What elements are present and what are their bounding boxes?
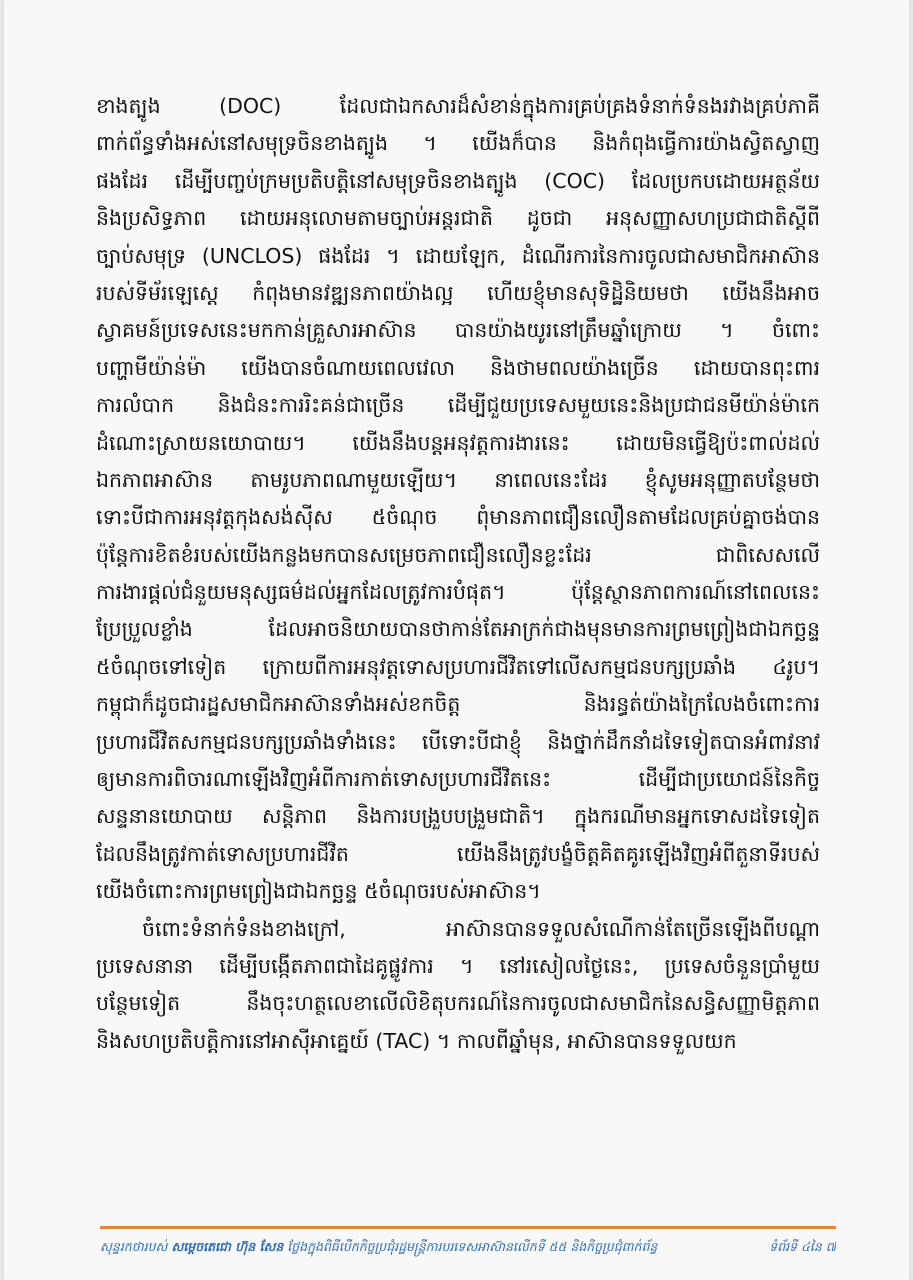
- text-line: ប៉ុន្តែការខិតខំរបស់យើងកន្លងមកបានសម្រេចភាពជឿនលឿនខ្លះដែរ ជាពិសេសលើ: [96, 542, 820, 567]
- text-line: ៥ចំណុចទៅទៀត ក្រោយពីការអនុវត្តទោសប្រហារជីវិតទៅលើសកម្មជនបក្សប្រឆាំង ៤រូប។: [96, 654, 820, 679]
- text-line: កម្ពុជាក៏ដូចជារដ្ឋសមាជិកអាស៊ានទាំងអស់ខកចិត្ត និងរន្ធត់យ៉ាងក្រៃលែងចំពោះការ: [96, 692, 820, 717]
- text-line: បន្ថែមទៀត នឹងចុះហត្ថលេខាលើលិខិតុបករណ៍នៃការចូលជាសមាជិកនៃសន្ធិសញ្ញាមិត្តភាព: [96, 991, 820, 1016]
- text-line: និងសហប្រតិបត្តិការនៅអាស៊ីអាគ្នេយ៍ (TAC) ។ កាលពីឆ្នាំមុន, អាស៊ានបានទទួលយក: [96, 1028, 737, 1053]
- text-line: ទោះបីជាការអនុវត្តកុងសង់ស៊ីស ៥ចំណុច ពុំមានភាពជឿនលឿនតាមដែលគ្រប់គ្នាចង់បាន: [96, 505, 820, 530]
- text-line: ស្វាគមន៍ប្រទេសនេះមកកាន់គ្រួសារអាស៊ាន បានយ៉ាងយូរនៅត្រឹមឆ្នាំក្រោយ ។ ចំពោះ: [96, 318, 820, 343]
- footer-caption-prefix: សុន្ទរកថារបស់: [100, 1238, 168, 1254]
- text-line: របស់ទីម័រឡេស្តេ កំពុងមានវឌ្ឍនភាពយ៉ាងល្អ ហើយខ្ញុំមានសុទិដ្ឋិនិយមថា យើងនឹងអាច: [96, 280, 820, 305]
- text-line: ដែលនឹងត្រូវកាត់ទោសប្រហារជីវិត យើងនឹងត្រូវបង្ខំចិត្តគិតគូរឡើងវិញអំពីតួនាទីរបស់: [96, 841, 820, 866]
- document-body: [96, 88, 820, 1060]
- document-page: [4, 0, 909, 1280]
- text-line: ផងដែរ ដើម្បីបញ្ចប់ក្រមប្រតិបត្តិនៅសមុទ្រចិនខាងត្បូង (COC) ដែលប្រកបដោយអត្ថន័យ: [96, 168, 820, 193]
- footer-divider: [100, 1226, 836, 1229]
- paragraph: [96, 88, 820, 911]
- text-line: ដំណោះស្រាយនយោបាយ។ យើងនឹងបន្តអនុវត្តការងារនេះ ដោយមិនធ្វើឱ្យប៉ះពាល់ដល់: [96, 430, 820, 455]
- text-line: និងប្រសិទ្ធភាព ដោយអនុលោមតាមច្បាប់អន្តរជាតិ ដូចជា អនុសញ្ញាសហប្រជាជាតិស្តីពី: [96, 206, 820, 231]
- text-line: ការងារផ្តល់ជំនួយមនុស្សធម៌ដល់អ្នកដែលត្រូវការបំផុត។ ប៉ុន្តែស្ថានភាពការណ៍នៅពេលនេះ: [96, 580, 820, 605]
- text-line: បញ្ហាមីយ៉ាន់ម៉ា យើងបានចំណាយពេលវេលា និងថាមពលយ៉ាងច្រើន ដោយបានពុះពារ: [96, 355, 820, 380]
- text-line: ឯកភាពអាស៊ាន តាមរូបភាពណាមួយឡើយ។ នាពេលនេះដែរ ខ្ញុំសូមអនុញ្ញាតបន្ថែមថា: [96, 467, 820, 492]
- footer-caption: [100, 1239, 657, 1258]
- page-number: ទំព័រទី ៤នៃ ៧: [769, 1238, 836, 1254]
- text-line: សន្ទនានយោបាយ សន្តិភាព និងការបង្រួបបង្រួមជាតិ។ ក្នុងករណីមានអ្នកទោសដទៃទៀត: [96, 804, 820, 829]
- text-line: ចំពោះទំនាក់ទំនងខាងក្រៅ, អាស៊ានបានទទួលសំណើកាន់តែច្រើនឡើងពីបណ្តា: [142, 916, 820, 941]
- text-line: ខាងត្បូង (DOC) ដែលជាឯកសារដ៏សំខាន់ក្នុងការគ្រប់គ្រងទំនាក់ទំនងរវាងគ្រប់ភាគី: [96, 94, 820, 118]
- text-line: ការលំបាក និងជំនះការរិះគន់ជាច្រើន ដើម្បីជួយប្រទេសមួយនេះនិងប្រជាជនមីយ៉ាន់ម៉ាកេ: [96, 393, 820, 418]
- text-line: ច្បាប់សមុទ្រ (UNCLOS) ផងដែរ ។ ដោយឡែក, ដំណើរការនៃការចូលជាសមាជិកអាស៊ាន: [96, 243, 820, 268]
- page-footer: [100, 1236, 836, 1260]
- text-line: ឲ្យមានការពិចារណាឡើងវិញអំពីការកាត់ទោសប្រហារជីវិតនេះ ដើម្បីជាប្រយោជន៍នៃកិច្ច: [96, 767, 820, 792]
- text-line: ប្រទេសនានា ដើម្បីបង្កើតភាពជាដៃគូផ្លូវការ ។ នៅរសៀលថ្ងៃនេះ, ប្រទេសចំនួនប្រាំមួយ: [96, 953, 820, 978]
- paragraph: [96, 911, 820, 1061]
- text-line: យើងចំពោះការព្រមព្រៀងជាឯកច្ឆន្ទ ៥ចំណុចរបស់អាស៊ាន។: [96, 879, 541, 904]
- footer-speaker-name: សម្តេចតេជោ ហ៊ុន សែន: [171, 1238, 284, 1254]
- text-line: ពាក់ព័ន្ធទាំងអស់នៅសមុទ្រចិនខាងត្បូង ។ យើងក៏បាន និងកំពុងធ្វើការយ៉ាងស្វិតស្វាញ: [96, 131, 820, 156]
- text-line: ប្រហារជីវិតសកម្មជនបក្សប្រឆាំងទាំងនេះ បើទោះបីជាខ្ញុំ និងថ្នាក់ដឹកនាំដទៃទៀតបានអំពាវនាវ: [96, 729, 820, 754]
- text-line: ប្រែប្រួលខ្លាំង ដែលអាចនិយាយបានថាកាន់តែអាក្រក់ជាងមុនមានការព្រមព្រៀងជាឯកច្ឆន្ទ: [96, 617, 820, 642]
- footer-caption-suffix: ថ្លែងក្នុងពិធីបើកកិច្ចប្រជុំរដ្ឋមន្ត្រីការបរទេសអាស៊ានលើកទី ៥៥ និងកិច្ចប្រជុំពាក់ព័ន្ធ: [287, 1238, 658, 1254]
